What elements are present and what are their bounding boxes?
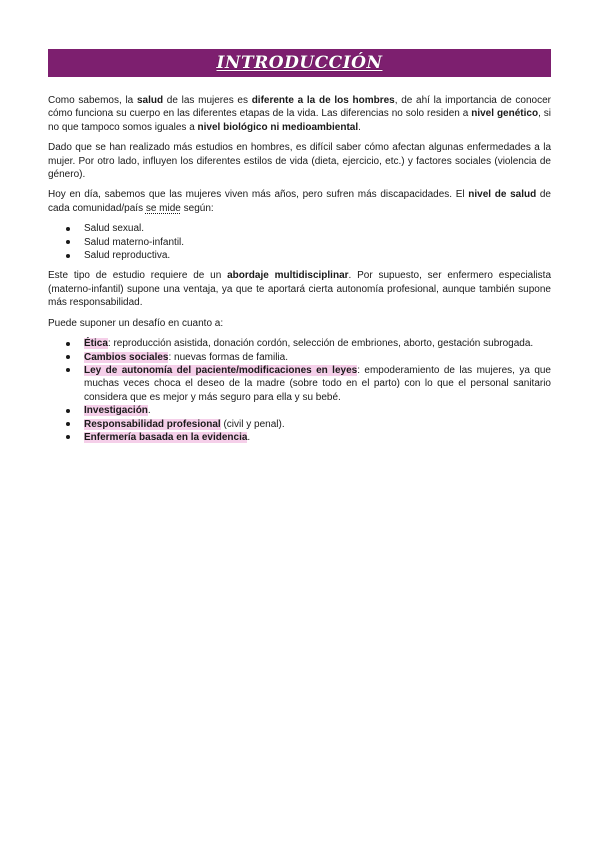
bold-text: diferente a la de los hombres (251, 95, 395, 106)
text: : empoderamiento de las mujeres, ya que muchas veces choca el deseo de la madre (sobre todo en el parto) con lo que el personal sanitario considera que es mejor y más seguro para ella y su bebé. (84, 364, 551, 403)
paragraph-intro (48, 94, 551, 134)
list-item: Salud materno-infantil. (84, 236, 551, 249)
highlighted-term: Ley de autonomía del paciente/modificaciones en leyes (84, 364, 358, 376)
paragraph-studies: Dado que se han realizado más estudios en hombres, es difícil saber cómo afectan algunas enfermedades a la mujer. Por otro lado, influyen los diferentes estilos de vida (dieta, ejercicio, etc.) y factores sociales (violencia de género). (48, 142, 551, 181)
list-item: Salud sexual. (84, 222, 551, 235)
list-item (84, 404, 551, 417)
bold-text: salud (136, 95, 164, 106)
bold-text: nivel biológico ni medioambiental (197, 121, 359, 133)
highlighted-term: Investigación (84, 405, 148, 417)
text: . (247, 431, 251, 443)
list-item (84, 418, 551, 431)
highlighted-term: Cambios sociales (84, 351, 169, 363)
text: de las mujeres es (163, 95, 252, 106)
text: , de ahí la importancia de conocer cómo funciona su cuerpo en las diferentes etapas de la vida. Las diferencias no solo residen a (48, 95, 551, 120)
text: Este tipo de estudio requiere de un (48, 270, 228, 282)
text: : nuevas formas de familia. (168, 351, 288, 363)
page-title: INTRODUCCIÓN (216, 53, 383, 73)
text: : reproducción asistida, donación cordón, selección de embriones, aborto, gestación subrogada. (107, 338, 534, 350)
bold-text: nivel de salud (468, 189, 537, 201)
paragraph-approach (48, 269, 551, 309)
text: de cada comunidad/país (48, 189, 551, 214)
underlined-text: se mide (145, 202, 181, 214)
highlighted-term: Enfermería basada en la evidencia (84, 431, 248, 443)
text: según: (180, 202, 214, 214)
bold-text: abordaje multidisciplinar (227, 270, 349, 282)
highlighted-term: Responsabilidad profesional (84, 418, 221, 430)
document-page (48, 49, 551, 451)
list-item (84, 351, 551, 364)
health-measures-list (48, 222, 551, 262)
paragraph-health-level (48, 188, 551, 215)
list-item: Salud reproductiva. (84, 249, 551, 262)
challenges-list (48, 337, 551, 444)
text: . (147, 405, 151, 417)
list-item (84, 337, 551, 350)
text: . (358, 121, 361, 133)
bold-text: nivel genético (471, 108, 539, 120)
text: . Por supuesto, ser enfermero especialista (materno-infantil) supone una ventaja, ya que te aportará cierta autonomía profesional, aunque también supone más responsabilidad. (48, 270, 552, 309)
paragraph-challenge: Puede suponer un desafío en cuanto a: (48, 317, 224, 329)
text: Como sabemos, la (48, 95, 137, 106)
list-item (84, 431, 551, 444)
highlighted-term: Ética (84, 338, 108, 350)
text: , si no que tampoco somos iguales a (48, 108, 551, 133)
text: Hoy en día, sabemos que las mujeres viven más años, pero sufren más discapacidades. El (48, 189, 469, 201)
text: (civil y penal). (220, 418, 285, 430)
title-banner (48, 49, 551, 77)
list-item (84, 364, 551, 404)
document-body (48, 94, 551, 444)
